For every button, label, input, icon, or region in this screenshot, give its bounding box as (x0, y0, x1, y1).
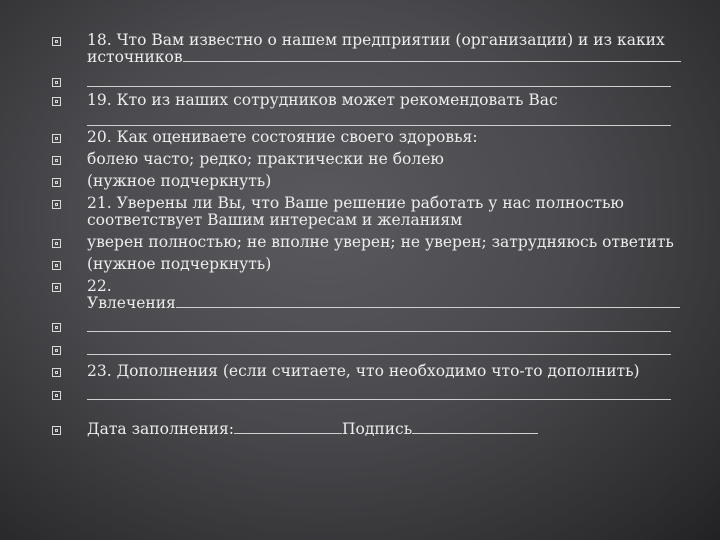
question-21 (87, 195, 677, 229)
bullet-icon (52, 283, 61, 292)
bullet-icon (52, 391, 61, 400)
question-19-text: 19. Кто из наших сотрудников может рекомендовать Вас (87, 91, 558, 109)
signature-label: Подпись (341, 420, 413, 438)
question-18-answer-row (87, 49, 677, 66)
question-18-text: 18. Что Вам известно о нашем предприятии (организации) и из каких (87, 31, 665, 49)
date-field[interactable] (234, 421, 342, 434)
question-22-number: 22. (87, 277, 112, 295)
question-21-text: 21. Уверены ли Вы, что Ваше решение работать у нас полностью (87, 194, 624, 212)
bullet-icon (52, 78, 61, 87)
question-18 (87, 32, 677, 66)
answer-line[interactable] (87, 125, 671, 126)
confidence-options: уверен полностью; не вполне уверен; не уверен; затрудняюсь ответить (87, 233, 674, 251)
question-18-sources-label: источников (87, 48, 183, 66)
bullet-icon (52, 97, 61, 106)
bullet-icon (52, 368, 61, 377)
question-22 (87, 278, 677, 312)
bullet-icon (52, 323, 61, 332)
bullet-icon (52, 200, 61, 209)
bullet-icon (52, 346, 61, 355)
bullet-icon (52, 37, 61, 46)
question-20-text: 20. Как оцениваете состояние своего здоровья: (87, 128, 478, 146)
bullet-icon (52, 156, 61, 165)
answer-line[interactable] (87, 331, 671, 332)
bullet-icon (52, 426, 61, 435)
answer-line[interactable] (183, 49, 681, 62)
health-options: болею часто; редко; практически не болею (87, 150, 444, 168)
signature-field[interactable] (412, 421, 538, 434)
answer-line[interactable] (176, 295, 680, 308)
answer-line[interactable] (87, 399, 671, 400)
bullet-icon (52, 239, 61, 248)
bullet-icon (52, 178, 61, 187)
underline-note: (нужное подчеркнуть) (87, 172, 272, 190)
underline-note: (нужное подчеркнуть) (87, 255, 272, 273)
date-signature-row (87, 421, 677, 438)
bullet-icon (52, 261, 61, 270)
bullet-icon (52, 134, 61, 143)
question-21-text-cont: соответствует Вашим интересам и желаниям (87, 211, 463, 229)
question-23-text: 23. Дополнения (если считаете, что необходимо что-то дополнить) (87, 362, 640, 380)
answer-line[interactable] (87, 86, 671, 87)
hobbies-label: Увлечения (87, 294, 176, 312)
answer-line[interactable] (87, 354, 671, 355)
question-22-answer-row (87, 295, 677, 312)
question-19 (87, 92, 677, 109)
date-label: Дата заполнения: (87, 420, 234, 438)
